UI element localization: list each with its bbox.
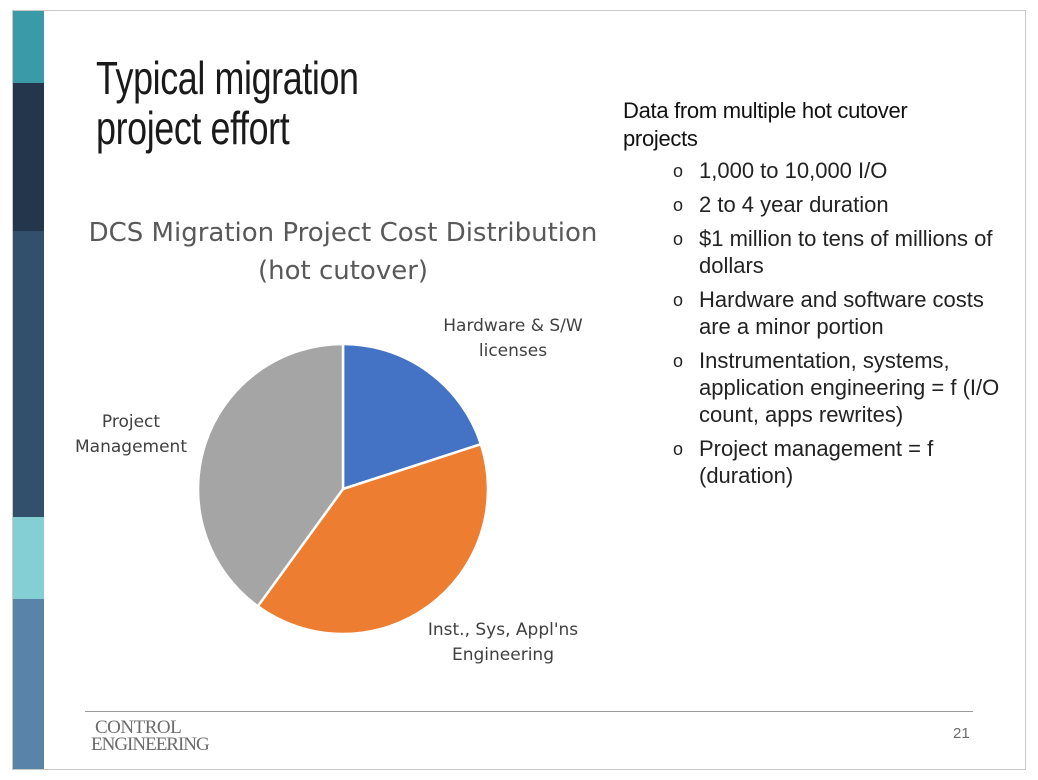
pie-slice-1-label-line-1: Hardware & S/W [443, 316, 583, 336]
logo-line-1: CONTROL [95, 717, 182, 738]
bullet-item [673, 225, 1013, 279]
bullet-marker-icon: o [673, 439, 684, 459]
pie-slice-1-label-line-2: licenses [478, 341, 548, 361]
pie-chart [13, 11, 613, 701]
bullet-marker-icon: o [673, 229, 684, 249]
bullet-text: $1 million to tens of millions of dollars [699, 226, 993, 278]
bullet-marker-icon: o [673, 195, 684, 215]
bullet-text: 1,000 to 10,000 I/O [699, 158, 888, 183]
pie-slices [198, 344, 488, 634]
info-heading-line-1: Data from multiple hot cutover [623, 98, 908, 123]
pie-slice-2-label-line-1: Inst., Sys, Appl'ns [427, 620, 579, 640]
pie-slice-3-label-line-1: Project [101, 412, 161, 432]
info-heading-line-2: projects [623, 126, 698, 151]
bullet-text: 2 to 4 year duration [699, 192, 889, 217]
bullet-item [673, 347, 1013, 428]
chart-title-line-2: (hot cutover) [257, 256, 429, 286]
bullet-marker-icon: o [673, 351, 684, 371]
footer-divider [85, 711, 973, 712]
bullet-item [673, 191, 1013, 218]
logo-line-2: ENGINEERING [91, 734, 209, 755]
slide-title-line-2: project effort [96, 102, 290, 154]
page-number: 21 [953, 725, 970, 742]
slide [12, 10, 1026, 770]
bullet-item [673, 435, 1013, 489]
info-heading [623, 97, 983, 153]
bullet-list [673, 157, 1013, 496]
bullet-text: Project management = f (duration) [699, 436, 934, 488]
bullet-marker-icon: o [673, 290, 684, 310]
slide-title-line-1: Typical migration [96, 52, 359, 104]
bullet-item [673, 157, 1013, 184]
bullet-marker-icon: o [673, 161, 684, 181]
bullet-item [673, 286, 1013, 340]
control-engineering-logo [91, 719, 209, 753]
bullet-text: Hardware and software costs are a minor portion [699, 287, 984, 339]
chart-title-line-1: DCS Migration Project Cost Distribution [88, 218, 598, 248]
bullet-text: Instrumentation, systems, application engineering = f (I/O count, apps rewrites) [699, 348, 1000, 427]
pie-slice-3-label-line-2: Management [75, 437, 187, 457]
pie-slice-2-label-line-2: Engineering [452, 645, 554, 665]
